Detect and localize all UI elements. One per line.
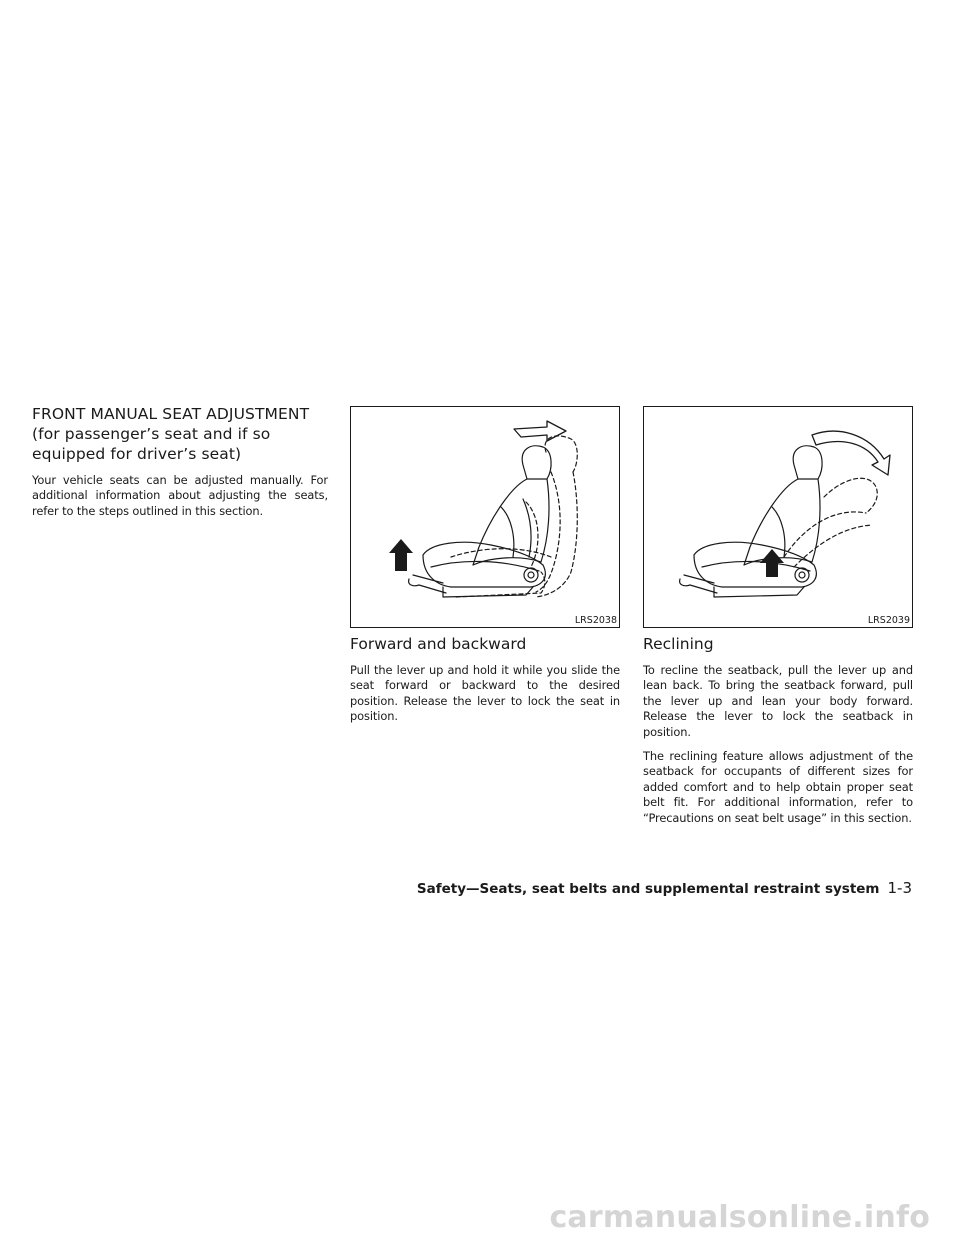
intro-paragraph: Your vehicle seats can be adjusted manually. For additional information about adjusting the seats, refer to the steps outlined in this section. — [32, 473, 328, 518]
reclining-heading: Reclining — [643, 635, 714, 653]
seat-slide-forward-backward-illustration — [351, 407, 619, 627]
figure-code: LRS2038 — [574, 615, 617, 626]
page-number: 1-3 — [887, 879, 912, 897]
reclining-paragraph-1: To recline the seatback, pull the lever up and lean back. To bring the seatback forward, pull the lever up and lean your body forward. Release the lever to lock the seatback in position. — [643, 663, 913, 739]
intro-column — [32, 404, 328, 528]
figure-seat-recline — [643, 406, 913, 628]
figure-code: LRS2039 — [867, 615, 910, 626]
forward-backward-paragraph: Pull the lever up and hold it while you slide the seat forward or backward to the desired position. Release the lever to lock the seat in position. — [350, 663, 620, 724]
watermark: carmanualsonline.info — [549, 1200, 930, 1235]
forward-backward-heading: Forward and backward — [350, 635, 527, 653]
forward-backward-column — [350, 634, 620, 734]
figure-seat-slide — [350, 406, 620, 628]
section-heading: FRONT MANUAL SEAT ADJUSTMENT (for passenger’s seat and if so equipped for driver’s seat) — [32, 405, 310, 463]
reclining-column — [643, 634, 913, 835]
reclining-paragraph-2: The reclining feature allows adjustment of the seatback for occupants of different sizes for added comfort and to help obtain proper seat belt fit. For additional information, refer to “Precautions on seat belt usage” in this section. — [643, 749, 913, 825]
page-footer — [0, 879, 912, 898]
footer-section-title: Safety—Seats, seat belts and supplemental restraint system — [416, 881, 880, 897]
seat-recline-illustration — [644, 407, 912, 627]
